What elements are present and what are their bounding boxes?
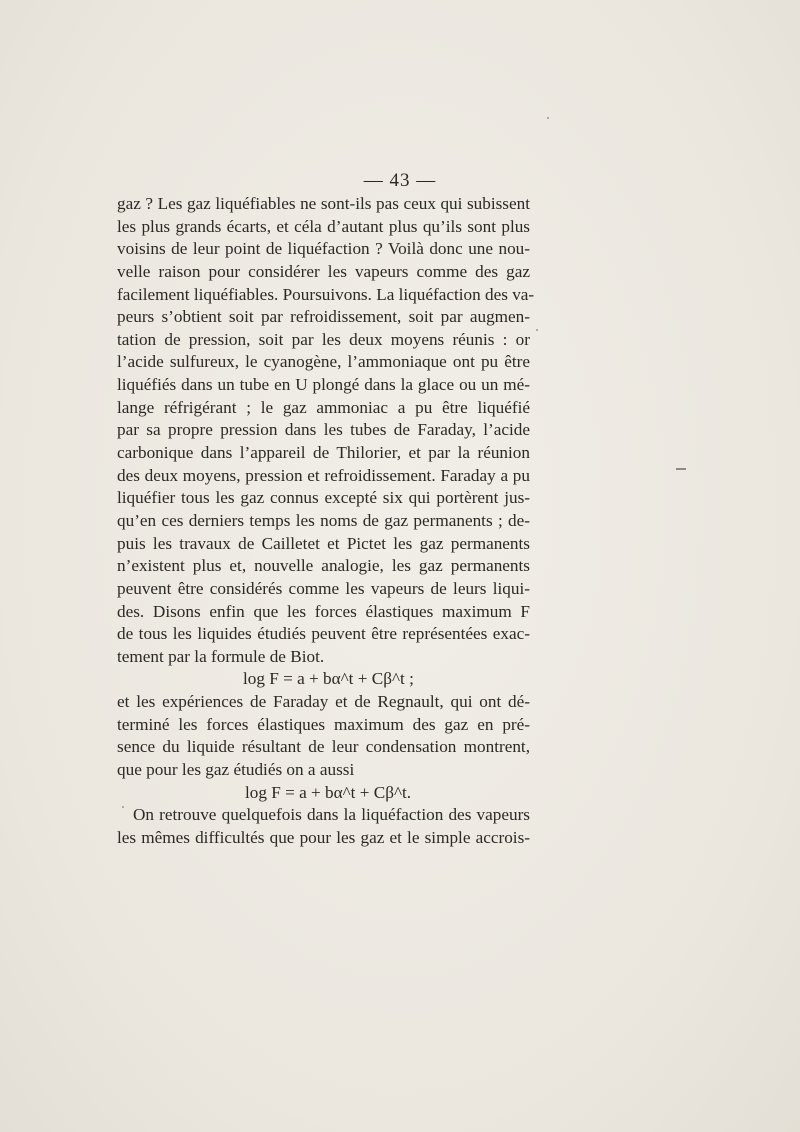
text-line: gaz ? Les gaz liquéfiables ne sont-ils pas ceux qui subissent bbox=[117, 194, 530, 213]
text-line: carbonique dans l’appareil de Thilorier, et par la réunion bbox=[117, 443, 530, 463]
page-number: — 43 — bbox=[363, 170, 437, 191]
speck bbox=[122, 806, 124, 808]
text-line: des deux moyens, pression et refroidissement. Faraday a pu bbox=[117, 465, 530, 485]
text-line: qu’en ces derniers temps les noms de gaz permanents ; de- bbox=[117, 510, 530, 530]
text-line: les plus grands écarts, et céla d’autant plus qu’ils sont plus bbox=[117, 216, 530, 236]
text-line: de tous les liquides étudiés peuvent être représentées exac- bbox=[117, 624, 530, 644]
text-line: puis les travaux de Cailletet et Pictet les gaz permanents bbox=[117, 533, 530, 553]
text-line: les mêmes difficultés que pour les gaz et le simple accrois- bbox=[117, 827, 530, 847]
text-line: voisins de leur point de liquéfaction ? Voilà donc une nou- bbox=[117, 239, 530, 259]
text-line: des. Disons enfin que les forces élastiques maximum F bbox=[117, 601, 530, 621]
formula-biot-gas: log F = a + bα^t + Cβ^t. bbox=[245, 782, 412, 802]
text-line: terminé les forces élastiques maximum des gaz en pré- bbox=[117, 714, 530, 734]
margin-mark bbox=[676, 468, 686, 470]
text-line: On retrouve quelquefois dans la liquéfaction des vapeurs bbox=[133, 805, 530, 825]
text-line: n’existent plus et, nouvelle analogie, les gaz permanents bbox=[117, 556, 530, 576]
speck bbox=[547, 117, 549, 119]
text-line: lange réfrigérant ; le gaz ammoniac a pu être liquéfié bbox=[117, 397, 530, 417]
text-line: peuvent être considérés comme les vapeurs de leurs liqui- bbox=[117, 578, 530, 598]
speck bbox=[536, 329, 538, 331]
text-line: velle raison pour considérer les vapeurs comme des gaz bbox=[117, 261, 530, 281]
text-line: par sa propre pression dans les tubes de Faraday, l’acide bbox=[117, 420, 530, 440]
body-text bbox=[117, 193, 535, 850]
text-line: sence du liquide résultant de leur condensation montrent, bbox=[117, 737, 530, 757]
text-line: peurs s’obtient soit par refroidissement, soit par augmen- bbox=[117, 307, 530, 327]
text-line: et les expériences de Faraday et de Regnault, qui ont dé- bbox=[117, 692, 530, 712]
text-line: tation de pression, soit par les deux moyens réunis : or bbox=[117, 329, 530, 349]
formula-biot: log F = a + bα^t + Cβ^t ; bbox=[243, 669, 414, 689]
text-line: liquéfier tous les gaz connus excepté six qui portèrent jus- bbox=[117, 488, 530, 508]
text-line: facilement liquéfiables. Poursuivons. La liquéfaction des va- bbox=[117, 284, 535, 304]
text-line: l’acide sulfureux, le cyanogène, l’ammoniaque ont pu être bbox=[117, 352, 530, 372]
text-line: tement par la formule de Biot. bbox=[117, 646, 325, 666]
text-line: que pour les gaz étudiés on a aussi bbox=[117, 760, 355, 780]
text-line: liquéfiés dans un tube en U plongé dans la glace ou un mé- bbox=[117, 375, 530, 395]
